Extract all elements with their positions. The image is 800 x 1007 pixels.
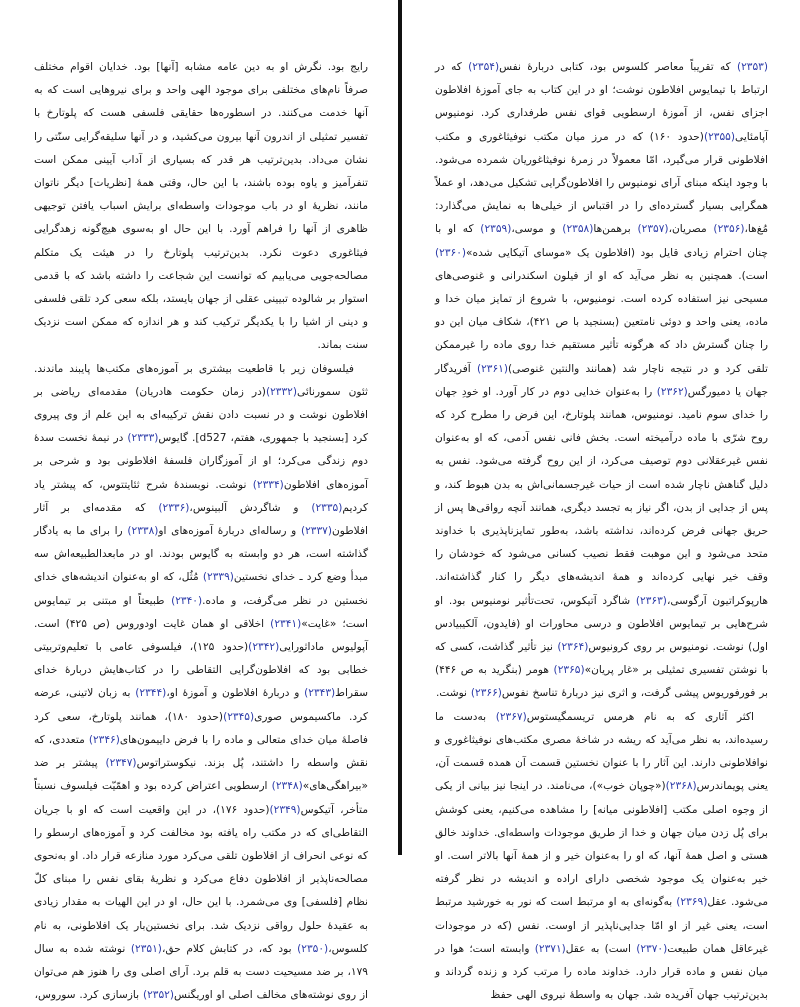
footnote-reference-link[interactable]: (۲۳۵۵) (703, 130, 735, 143)
footnote-reference-link[interactable]: (۲۳۴۸) (271, 780, 303, 793)
footnote-reference-link[interactable]: (۲۳۶۵) (553, 664, 585, 677)
footnote-reference-link[interactable]: (۲۳۴۲) (248, 641, 280, 654)
footnote-reference-link[interactable]: (۲۳۳۳) (127, 432, 159, 445)
footnote-reference-link[interactable]: (۲۳۶۰) (435, 246, 467, 259)
footnote-reference-link[interactable]: (۲۳۶۳) (635, 594, 667, 607)
footnote-reference-link[interactable]: (۲۳۶۷) (495, 710, 527, 723)
footnote-reference-link[interactable]: (۲۳۳۵) (311, 501, 343, 514)
footnote-reference-link[interactable]: (۲۳۳۲) (265, 385, 297, 398)
footnote-reference-link[interactable]: (۲۳۵۲) (142, 989, 174, 1002)
footnote-reference-link[interactable]: (۲۳۴۳) (304, 687, 336, 700)
footnote-reference-link[interactable]: (۲۳۳۸) (127, 525, 159, 538)
footnote-reference-link[interactable]: (۲۳۷۰) (636, 942, 668, 955)
footnote-reference-link[interactable]: (۲۳۳۹) (202, 571, 234, 584)
footnote-reference-link[interactable]: (۲۳۳۶) (158, 501, 190, 514)
footnote-reference-link[interactable]: (۲۳۶۹) (676, 896, 708, 909)
footnote-reference-link[interactable]: (۲۳۵۱) (130, 942, 162, 955)
footnote-reference-link[interactable]: (۲۳۴۴) (135, 687, 167, 700)
left-paragraph-1: رایج بود. نگرش او به دین عامه مشابه [آنها] بود. خدایان اقوام مختلف صرفاً نام‌های مختلفی برای موجود الهی واحد و برای نیروهایی است که به آنها خدمت می‌کنند. در اسطوره‌ها حقایقی فلسفی هست که پلوتارخ با تفسیر تمثیلی از اندرون آنها بیرون می‌کشید، و در آنها سلیقه‌گرایی سنّتی را نشان می‌داد. بدین‌ترتیب هر قدر که بسیاری از آداب آیینی ممکن است تنفرآمیز و یاوه بوده باشند، با این حال، وقتی همهٔ [نظریات] دیگر ناتوان مانند، نظریهٔ او در باب موجودات واسطه‌ای برایش اسباب یافتن توجیهی ظاهری از آنها را فراهم آورد. با این حال او به‌سوی هیچ‌گونه زهدگرایی فیثاغوری دعوت نکرد. بدین‌ترتیب پلوتارخ را در هیئت یک متکلم مصالحه‌جویی می‌یابیم که توانست این شجاعت را داشته باشد که با قدمی استوار بر شالوده تبیینی عقلی از جهان بایستد، بلکه سعی کرد تلقی فلسفی و دینی از اشیا را با یکدیگر ترکیب کند و هر اندازه که ممکن است نزدیک سنت بماند. (34, 61, 368, 352)
right-paragraph-2: اکثر آثاری که به نام هرمس تریسمگیستوس(۲۳۶۷) به‌دست ما رسیده‌اند، به نظر می‌آید که ریشه در شاخهٔ مصری مکتب‌های نوفیثاغوری و نوافلاطونی دارند. این آثار را با عنوان نخستین قسمت آن همده قسمت آن، یعنی پویماندرس(۲۳۶۸)(«چوپان خوب»)، می‌نامند. در اینجا نیز بیانی از یکی از وجوه اصلی مکتب [افلاطونی میانه] را مشاهده می‌کنیم، یعنی کوشش برای پُل زدن میان جهان و خدا از طریق موجودات واسطه‌ای. خداوند خالق هستی و اصل همهٔ آنها، که او را به‌عنوان خیر و از همهٔ آنها بالاتر است. او خیر به‌عنوان یک موجود شخصی دارای اراده و اندیشه در نظر گرفته می‌شود. عقل(۲۳۶۹) به‌گونه‌ای به او مرتبط است که نور به خورشید مرتبط است، یعنی غیر از او امّا جدایی‌ناپذیر از اوست. نفس (که در موجودات غیرعاقل همان طبیعت(۲۳۷۰) است) به عقل(۲۳۷۱) وابسته است؛ هوا در میان نفس و ماده قرار دارد. خداوند ماده را مرتب کرد و زنده گرداند و بدین‌ترتیب جهان آفریده شد. جهان به واسطهٔ نیروی الهی حفظ (435, 710, 769, 1002)
right-page (402, 0, 800, 1002)
footnote-reference-link[interactable]: (۲۳۳۷) (300, 525, 332, 538)
footnote-reference-link[interactable]: (۲۳۵۹) (480, 223, 512, 236)
footnote-reference-link[interactable]: (۲۳۴۰) (171, 594, 203, 607)
footnote-reference-link[interactable]: (۲۳۴۱) (270, 617, 302, 630)
footnote-reference-link[interactable]: (۲۳۴۵) (223, 710, 255, 723)
footnote-reference-link[interactable]: (۲۳۶۱) (476, 362, 508, 375)
left-paragraph-2: فیلسوفان زیر با قاطعیت بیشتری بر آموزه‌های مکتب‌ها پایبند ماندند. ثئون سمورنائی(۲۳۳۲)(در زمان حکومت هادریان) مقدمه‌ای ریاضی بر افلاطون نوشت و در نسبت دادن نقش ترکیبه‌ای به این علم از وی پیروی کرد [بسنجید با جمهوری، هفتم، d527]. گایوس(۲۳۳۳) در نیمهٔ نخست سدهٔ دوم زندگی می‌کرد؛ او از آموزگاران فلسفهٔ افلاطونی بود و شرحی بر آموزه‌های افلاطون(۲۳۳۴) نوشت. نوبسندهٔ شرح ثئایتتوس، که پیشتر یاد کردیم(۲۳۳۵) و شاگردش آلبینوس،(۲۳۳۶) که مقدمه‌ای بر آثار افلاطون(۲۳۳۷) و رساله‌ای دربارهٔ آموزه‌های او(۲۳۳۸) را برای ما به یادگار گذاشته است، هر دو وابسته به گایوس بودند. او در مابعدالطبیعه‌اش سه مبدأ وضع کرد ـ خدای نخستین(۲۳۳۹) مُثُل، که او به‌عنوان اندیشه‌های خدای نخستین در نظر می‌گرفت، و ماده.(۲۳۴۰) طبیعتاً او مبتنی بر تیمایوس است؛ «غایت»(۲۳۴۱) اخلاقی او همان غایت اودوروس (ص ۴۲۵) است. آپولیوس ماداثورایی(۲۳۴۲)(حدود ۱۲۵)، فیلسوفی عامی با تعلیم‌وتربیتی خطابی بود که افلاطون‌گرایی التقاطی را در کتاب‌هایش دربارهٔ خدای سقراط(۲۳۴۳) و دربارهٔ افلاطون و آموزهٔ او،(۲۳۴۴) به زبان لاتینی، عرضه کرد. ماکسیموس صوری(۲۳۴۵)(حدود ۱۸۰)، همانند پلوتارخ، سعی کرد فاصلهٔ میان خدای متعالی و ماده را با فرض داییمون‌های(۲۳۴۶) متعددی، که نقش واسطه را داشتند، پُل بزند. نیکوستراتوس(۲۳۴۷) پیشتر بر ضد «بیراهگی‌های»(۲۳۴۸) ارسطویی اعتراض کرده بود و اهمّیّت فیلسوف نسبتاً متأخر، آتیکوس(۲۳۴۹)(حدود ۱۷۶)، در این واقعیت است که او با جریان التقاطی‌ای که در مکتب راه یافته بود مخالفت کرد و آموزه‌های ارسطو را که نوعی انحراف از افلاطون تلقی می‌کرد مورد منازعه قرار داد. او به‌نحوی مصالحه‌ناپذیر از افلاطون دفاع می‌کرد و نظریهٔ بقای نفس را مبنای کلّ نظام [فلسفی] وی می‌شمرد. با این حال، او در این الهیات به مقدار زیادی به عقیدهٔ حلول رواقی نزدیک شد. برای نخستین‌بار یک افلاطونی، به نام کلسوس،(۲۳۵۰) بود که، در کتابش کلام حق،(۲۳۵۱) نوشته شده به سال ۱۷۹، بر ضد مسیحیت دست به قلم برد. آرای اصلی وی را هنوز هم می‌توان از روی نوشته‌های مخالف اصلی او اوریگنس(۲۳۵۲) بازسازی کرد. سوروس، (34, 362, 369, 1002)
footnote-reference-link[interactable]: (۲۳۵۰) (297, 942, 329, 955)
footnote-reference-link[interactable]: (۲۳۵۳) (736, 61, 768, 73)
footnote-reference-link[interactable]: (۲۳۶۶) (470, 687, 502, 700)
left-page (0, 0, 398, 1002)
footnote-reference-link[interactable]: (۲۳۶۲) (656, 385, 688, 398)
footnote-reference-link[interactable]: (۲۳۵۶) (713, 223, 745, 236)
footnote-reference-link[interactable]: (۲۳۶۸) (665, 780, 697, 793)
footnote-reference-link[interactable]: (۲۳۷۱) (534, 942, 566, 955)
footnote-reference-link[interactable]: (۲۳۴۶) (88, 733, 120, 746)
footnote-reference-link[interactable]: (۲۳۵۸) (562, 223, 594, 236)
footnote-reference-link[interactable]: (۲۳۴۷) (105, 757, 137, 770)
footnote-reference-link[interactable]: (۲۳۳۴) (252, 478, 284, 491)
right-paragraph-1: (۲۳۵۳) که تقریباً معاصر کلسوس بود، کتابی دربارهٔ نفس(۲۳۵۴) که در ارتباط با تیمایوس افلاطون نوشت؛ او در این کتاب به جای آموزهٔ افلاطون اجزای نفس، از آموزهٔ ارسطویی قوای نفس طرفداری کرد. نومنیوس آپامئایی(۲۳۵۵)(حدود ۱۶۰) که در مرز میان مکتب نوفیثاغوری و مکتب افلاطونی قرار می‌گیرد، امّا معمولاً در زمرهٔ نوفیثاغوریان شمرده می‌شود. با وجود اینکه مبنای آرای نومنیوس را افلاطون‌گرایی تشکیل می‌دهد، او عملاً همگرایی بسیار گسترده‌ای را در اقتباس از خیلی‌ها به نمایش می‌گذارد: مُغ‌ها،(۲۳۵۶) مصریان،(۲۳۵۷) برهمن‌ها(۲۳۵۸) و موسی،(۲۳۵۹) که او با چنان احترام زیادی قایل بود (افلاطون یک «موسای آتیکایی شده»(۲۳۶۰) است). همچنین به نظر می‌آید که او از فیلون اسکندرانی و غنوصی‌های مسیحی نیز استفاده کرده است. نومنیوس، با شروع از تمایز میان خدا و ماده، یعنی واحد و دوئی نامتعین (بسنجید با ص ۴۲۱)، شکاف میان این دو را چنان گسترش داد که هرگونه تأثیر مستقیم خدا روی ماده را غیرممکن تلقی کرد و در نتیجه ناچار شد (همانند والنتین غنوصی)(۲۳۶۱) آفریدگار جهان یا دمیورگس(۲۳۶۲) را به‌عنوان خدایی دوم در کار آورد. او خودِ جهان را خدای سوم نامید. نومنیوس، همانند پلوتارخ، این فرض را مطرح کرد که روح شرّی با ماده درآمیخته است. بخش فانی نفس آدمی، که او به‌عنوان نفس غیرعقلانی دوم توصیف می‌کرد، از این روح گرفته می‌شود. نفس به دلیل گناهش ناچار شده است از حیات غیرجسمانی‌اش به بدن هبوط کند، و پس از جدایی از بدن، اگر نیاز به تجسد دیگری، همانند آنچه رواقی‌ها پس از حریق جهانی فرض کرده‌اند، نداشته باشد، به‌طور تمایزناپذیری با خداوند متحد می‌شود و این موهبت فقط نصیب کسانی می‌شود که خودشان را وقف خیر نهایی کرده‌اند و همهٔ اندیشه‌های دیگر را کنار گذاشته‌اند. هارپوکراتیون آرگوسی،(۲۳۶۳) شاگرد آتیکوس، تحت‌تأثیر نومنیوس بود. او شرح‌هایی بر تیمایوس افلاطون و درسی محاورات او (فایدون، آلکیبیادس اول) نوشت. نومنیوس بر روی کرونیوس(۲۳۶۴) نیز تأثیر گذاشت، کسی که با نوشتن تفسیری تمثیلی بر «غار پریان»(۲۳۶۵) هومر (بنگرید به ص ۴۴۶) بر فورفوریوس پیشی گرفت، و اثری نیز دربارهٔ تناسخ نفوس(۲۳۶۶) نوشت. (435, 61, 769, 700)
footnote-reference-link[interactable]: (۲۳۶۴) (557, 641, 589, 654)
footnote-reference-link[interactable]: (۲۳۵۷) (637, 223, 669, 236)
footnote-reference-link[interactable]: (۲۳۴۹) (269, 803, 301, 816)
footnote-reference-link[interactable]: (۲۳۵۴) (468, 61, 500, 73)
